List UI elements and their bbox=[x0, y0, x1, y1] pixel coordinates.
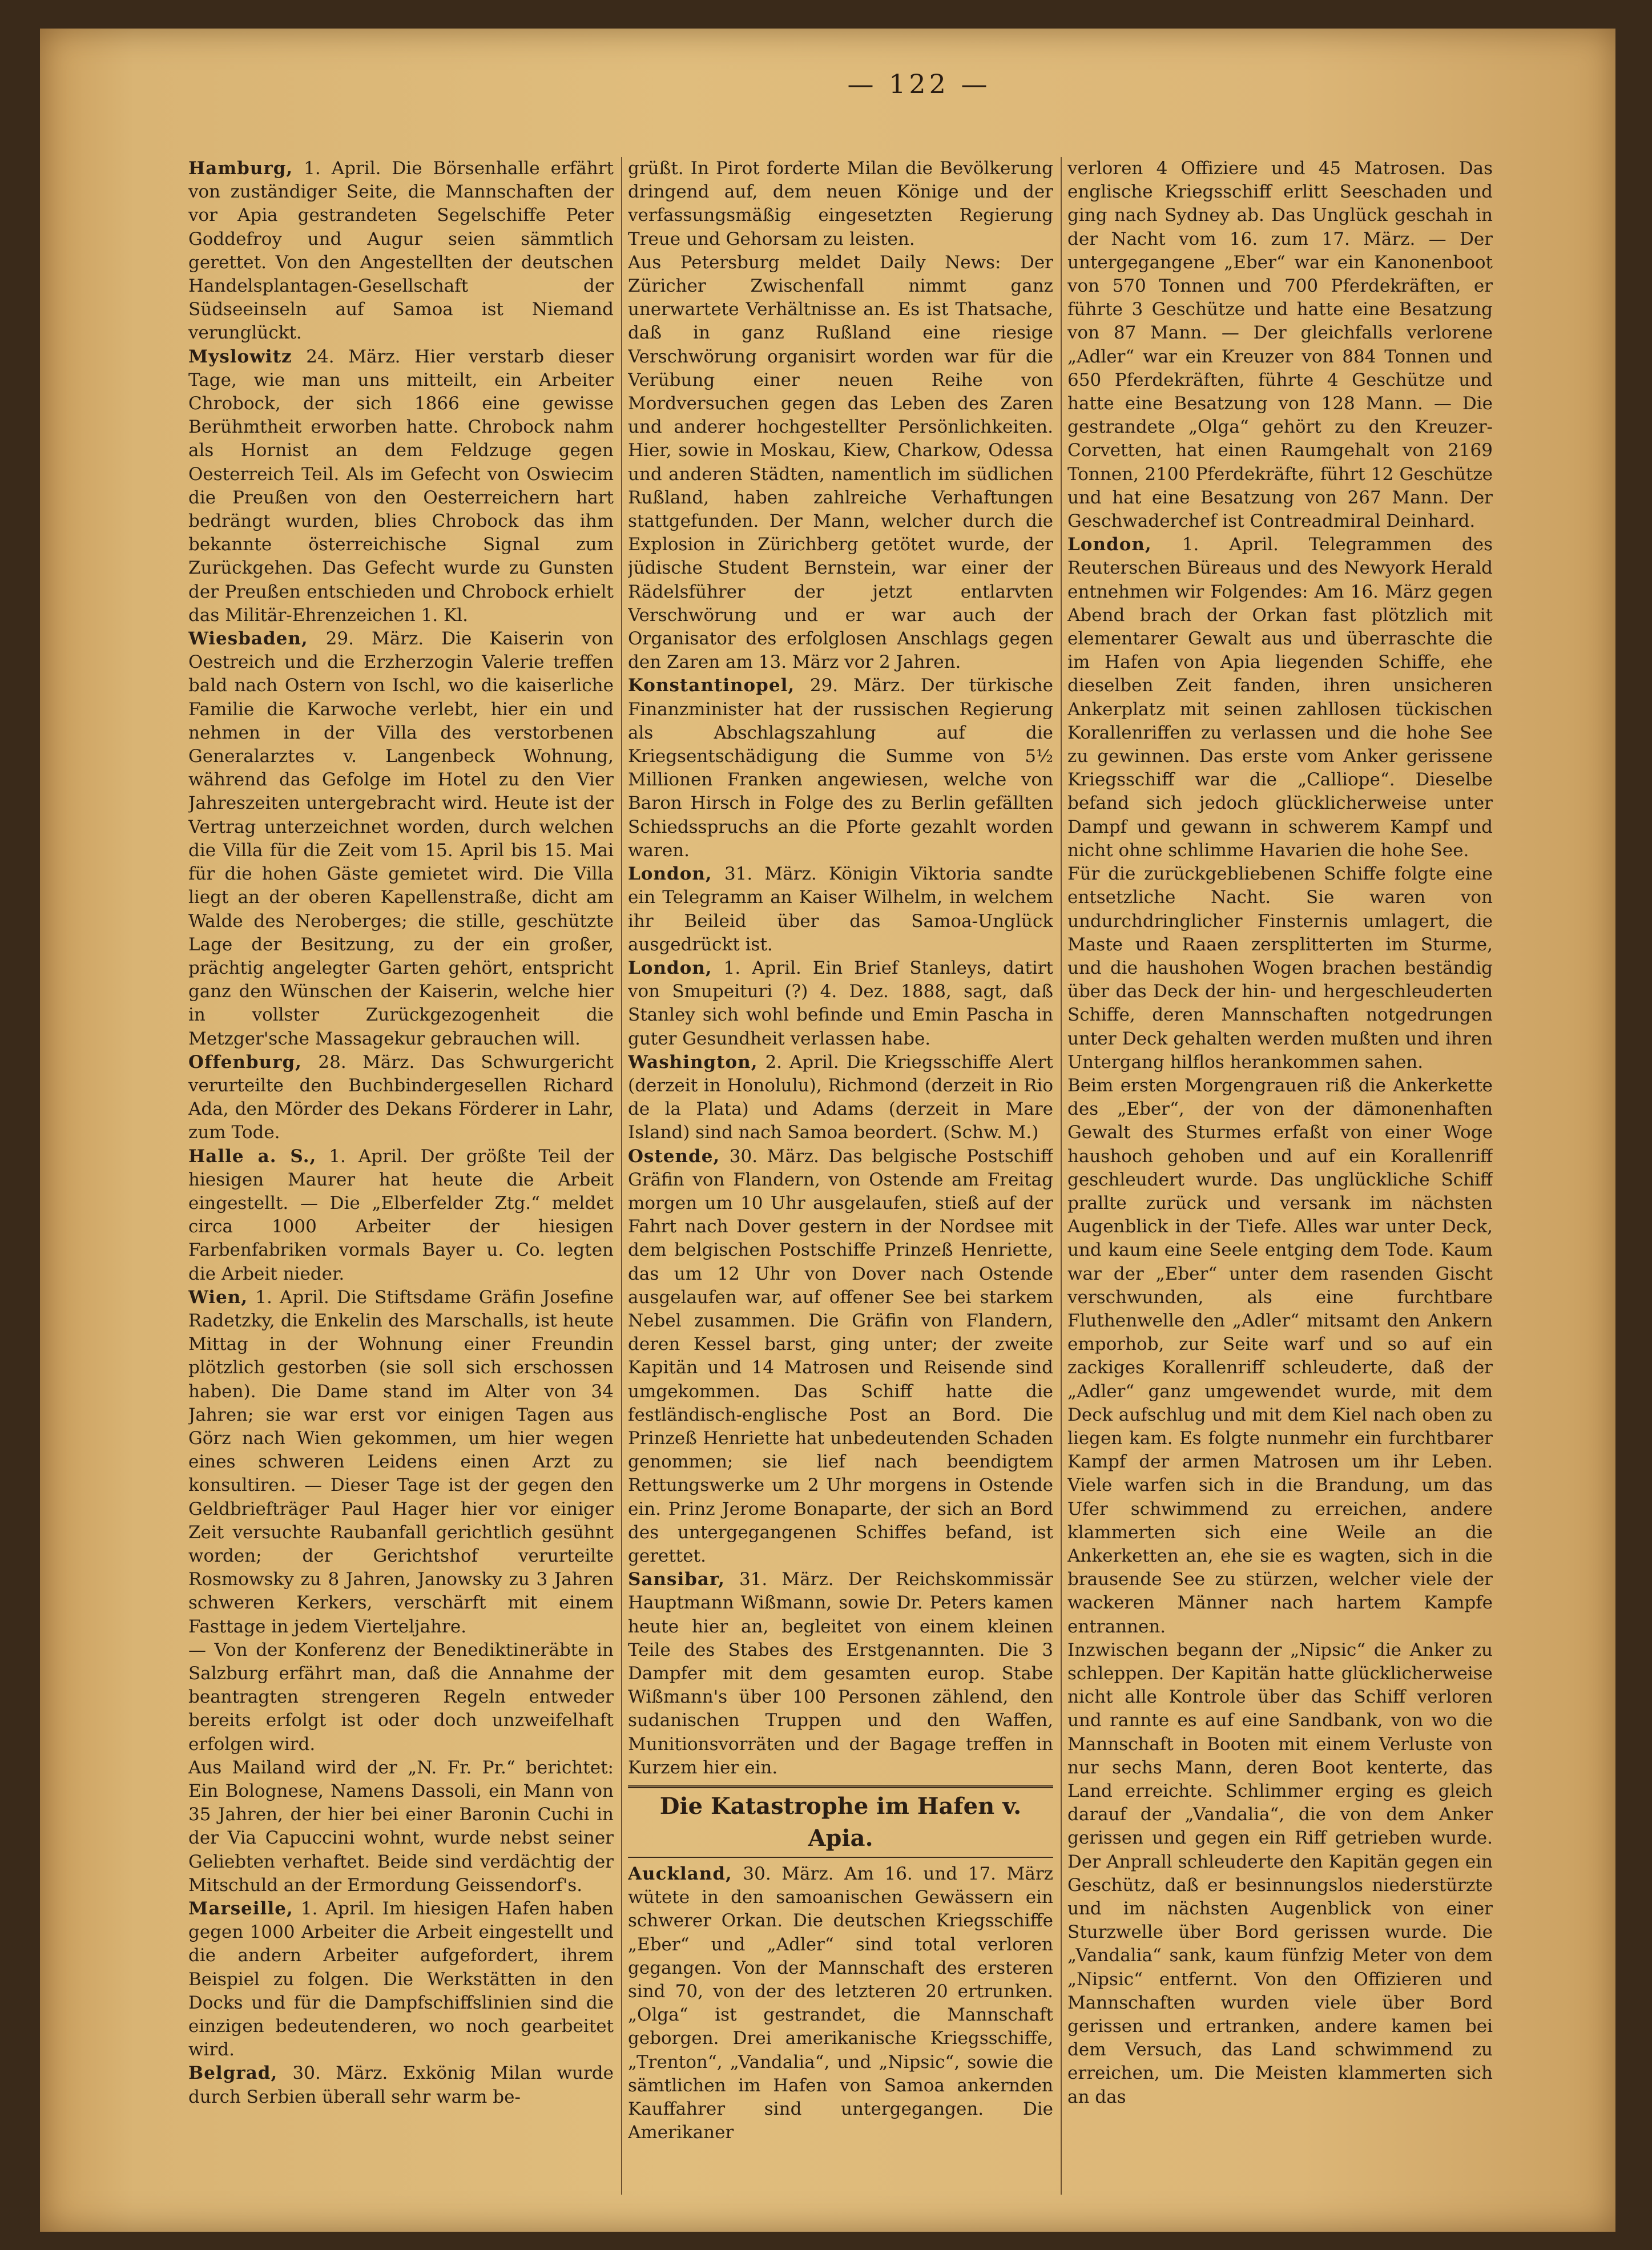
article-text: 30. März. Am 16. und 17. März wütete in den samoanischen Gewässern ein schwerer Orkan. Die deutschen Kriegsschiffe „Eber“ und „Adler“ sind total verloren gegangen. Von der Mannschaft des ersteren sind 70, von der des letzteren 20 ertrunken. „Olga“ ist gestrandet, die Mannschaft geborgen. Drei amerikanische Kriegsschiffe, „Trenton“, „Vandalia“, und „Nipsic“, sowie die sämtlichen im Hafen von Samoa ankernden Kauffahrer sind untergegangen. Die Amerikaner bbox=[628, 1864, 1053, 2143]
article-text: Aus Mailand wird der „N. Fr. Pr.“ berichtet: Ein Bolognese, Namens Dassoli, ein Mann von 35 Jahren, der hier bei einer Baronin Cuchi in der Via Capuccini wohnt, wurde nebst seiner Geliebten verhaftet. Beide sind verdächtig der Mitschuld an der Ermordung Geissendorf's. bbox=[188, 1757, 614, 1896]
article-text: 1. April. Der größte Teil der hiesigen Maurer hat heute die Arbeit eingestellt. — Die „Elberfelder Ztg.“ meldet circa 1000 Arbeiter der hiesigen Farbenfabriken vormals Bayer u. Co. legten die Arbeit nieder. bbox=[188, 1146, 614, 1284]
article-paragraph bbox=[628, 1051, 1053, 1145]
article-text: Beim ersten Morgengrauen riß die Ankerkette des „Eber“, der von der dämonenhaften Gewalt des Sturmes erfaßt von einer Woge haushoch gehoben und auf ein Korallenriff geschleudert wurde. Das unglückliche Schiff prallte zurück und versank im nächsten Augenblick in der Tiefe. Alles war unter Deck, und kaum eine Seele entging dem Tode. Kaum war der „Eber“ unter dem rasenden Gischt verschwunden, als eine furchtbare Fluthenwelle den „Adler“ mitsamt den Ankern emporhob, zur Seite warf und so auf ein zackiges Korallenriff schleuderte, daß der „Adler“ ganz umgewendet wurde, mit dem Deck aufschlug und mit dem Kiel nach oben zu liegen kam. Es folgte nunmehr ein furchtbarer Kampf der armen Matrosen um ihr Leben. Viele warfen sich in die Brandung, um das Ufer schwimmend zu erreichen, andere klammerten sich eine Weile an die Ankerketten an, ehe sie es wagten, sich in die brausende See zu stürzen, welcher viele der wackeren Männer nach hartem Kampfe entrannen. bbox=[1067, 1075, 1493, 1637]
article-text: 1. April. Im hiesigen Hafen haben gegen 1000 Arbeiter die Arbeit eingestellt und die andern Arbeiter aufgefordert, ihrem Beispiel zu folgen. Die Werkstätten in den Docks und für die Dampfschiffslinien sind die einzigen bedeutenderen, wo noch gearbeitet wird. bbox=[188, 1898, 614, 2061]
article-paragraph bbox=[188, 345, 614, 627]
article-paragraph bbox=[628, 251, 1053, 675]
article-text: 30. März. Das belgische Postschiff Gräfin von Flandern, von Ostende am Freitag morgen um 10 Uhr ausgelaufen, stieß auf der Fahrt nach Dover gestern in der Nordsee mit dem belgischen Postschiffe Prinzeß Henriette, das um 12 Uhr von Dover nach Ostende ausgelaufen war, auf offener See bei starkem Nebel zusammen. Die Gräfin von Flandern, deren Kessel barst, ging unter; der zweite Kapitän und 14 Matrosen und Reisende sind umgekommen. Das Schiff hatte die festländisch-englische Post an Bord. Die Prinzeß Henriette hat unbedeutenden Schaden genommen; sie lief nach beendigtem Rettungswerke um 2 Uhr morgens in Ostende ein. Prinz Jerome Bonaparte, der sich an Bord des untergegangenen Schiffes befand, ist gerettet. bbox=[628, 1146, 1053, 1566]
dateline-place: Konstantinopel, bbox=[628, 675, 795, 696]
article-paragraph bbox=[188, 1145, 614, 1286]
article-paragraph bbox=[628, 1568, 1053, 1780]
article-paragraph bbox=[628, 1145, 1053, 1568]
article-text: 29. März. Der türkische Finanzminister hat der russischen Regierung als Abschlagszahlung auf die Kriegsentschädigung die Summe von 5½ Millionen Franken angewiesen, welche von Baron Hirsch in Folge des zu Berlin gefällten Schiedsspruchs an die Pforte gezahlt worden waren. bbox=[628, 675, 1053, 861]
article-paragraph bbox=[188, 2062, 614, 2108]
dateline-place: Wiesbaden, bbox=[188, 628, 308, 650]
article-text: grüßt. In Pirot forderte Milan die Bevölkerung dringend auf, dem neuen Könige und der verfassungsmäßig eingesetzten Regierung Treue und Gehorsam zu leisten. bbox=[628, 158, 1053, 249]
dateline-place: Sansibar, bbox=[628, 1569, 725, 1590]
dateline-place: Belgrad, bbox=[188, 2063, 278, 2084]
newspaper-page bbox=[40, 29, 1615, 2232]
article-text: 2. April. Die Kriegsschiffe Alert (derzeit in Honolulu), Richmond (derzeit in Rio de la Plata) und Adams (derzeit in Mare Island) sind nach Samoa beordert. (Schw. M.) bbox=[628, 1051, 1053, 1143]
article-text: 28. März. Das Schwurgericht verurteilte den Buchbindergesellen Richard Ada, den Mörder des Dekans Förderer in Lahr, zum Tode. bbox=[188, 1051, 614, 1143]
article-paragraph bbox=[188, 627, 614, 1051]
column-2 bbox=[628, 157, 1053, 2195]
article-text: 29. März. Die Kaiserin von Oestreich und die Erzherzogin Valerie treffen bald nach Ostern von Ischl, wo die kaiserliche Familie die Karwoche verlebt, hier ein und nehmen in der Villa des verstorbenen Generalarztes v. Langenbeck Wohnung, während das Gefolge im Hotel zu den Vier Jahreszeiten untergebracht wird. Heute ist der Vertrag unterzeichnet worden, durch welchen die Villa für die Zeit vom 15. April bis 15. Mai für die hohen Gäste gemietet wird. Die Villa liegt an der oberen Kapellenstraße, dicht am Walde des Neroberges; die stille, geschützte Lage der Besitzung, zu der ein großer, prächtig angelegter Garten gehört, entspricht ganz den Wünschen der Kaiserin, welche hier in vollster Zurückgezogenheit die Metzger'sche Massagekur gebrauchen will. bbox=[188, 628, 614, 1049]
article-paragraph bbox=[188, 1756, 614, 1897]
article-paragraph bbox=[1067, 157, 1493, 533]
article-text: 1. April. Ein Brief Stanleys, datirt von Smupeituri (?) 4. Dez. 1888, sagt, daß Stanley sich wohl befinde und Emin Pascha in guter Gesundheit verlassen habe. bbox=[628, 957, 1053, 1049]
dateline-place: Hamburg, bbox=[188, 158, 293, 179]
dateline-place: London, bbox=[628, 864, 712, 885]
page-number: — 122 — bbox=[847, 68, 991, 99]
article-paragraph bbox=[1067, 1639, 1493, 2109]
dateline-place: Halle a. S., bbox=[188, 1146, 317, 1167]
article-paragraph bbox=[1067, 862, 1493, 1074]
article-text: Inzwischen begann der „Nipsic“ die Anker zu schleppen. Der Kapitän hatte glücklicherweise nicht alle Kontrole über das Schiff verloren und rannte es auf eine Sandbank, von wo die Mannschaft in Booten mit einem Verluste von nur sechs Mann, deren Boot kenterte, das Land erreichte. Schlimmer erging es gleich darauf der „Vandalia“, die von dem Anker gerissen und gegen ein Riff getrieben wurde. Der Anprall schleuderte den Kapitän gegen ein Geschütz, daß er besinnungslos niederstürzte und im nächsten Augenblick von einer Sturzwelle über Bord gerissen wurde. Die „Vandalia“ sank, kaum fünfzig Meter von dem „Nipsic“ entfernt. Von den Offizieren und Mannschaften wurden viele über Bord gerissen und ertranken, andere kamen bei dem Versuch, das Land schwimmend zu erreichen, um. Die Meisten klammerten sich an das bbox=[1067, 1639, 1493, 2107]
article-text: 1. April. Die Stiftsdame Gräfin Josefine Radetzky, die Enkelin des Marschalls, ist heute Mittag in der Wohnung einer Freundin plötzlich gestorben (sie soll sich erschossen haben). Die Dame stand im Alter von 34 Jahren; sie war erst vor einigen Tagen aus Görz nach Wien gekommen, um hier wegen eines schweren Leidens einen Arzt zu konsultiren. — Dieser Tage ist der gegen den Geldbriefträger Paul Hager hier vor einiger Zeit versuchte Raubanfall gerichtlich gesühnt worden; der Gerichtshof verurteilte Rosmowsky zu 8 Jahren, Janowsky zu 3 Jahren schweren Kerkers, verschärft mit einem Fasttage in jedem Vierteljahre. bbox=[188, 1287, 614, 1637]
article-text: 1. April. Telegrammen des Reuterschen Büreaus und des Newyork Herald entnehmen wir Folgendes: Am 16. März gegen Abend brach der Orkan fast plötzlich mit elementarer Gewalt aus und überraschte die im Hafen von Apia liegenden Schiffe, ehe dieselben Zeit fanden, ihren unsicheren Ankerplatz mit seinen zahllosen tückischen Korallenriffen zu verlassen und die hohe See zu gewinnen. Das erste vom Anker gerissene Kriegsschiff war die „Calliope“. Dieselbe befand sich jedoch glücklicherweise unter Dampf und gewann in schwerem Kampf und nicht ohne schlimme Havarien die hohe See. bbox=[1067, 534, 1493, 861]
dateline-place: London, bbox=[1067, 534, 1152, 555]
article-text: verloren 4 Offiziere und 45 Matrosen. Das englische Kriegsschiff erlitt Seeschaden und ging nach Sydney ab. Das Unglück geschah in der Nacht vom 16. zum 17. März. — Der untergegangene „Eber“ war ein Kanonenboot von 570 Tonnen und 700 Pferdekräften, er führte 3 Geschütze und hatte eine Besatzung von 87 Mann. — Der gleichfalls verlorene „Adler“ war ein Kreuzer von 884 Tonnen und 650 Pferdekräften, führte 4 Geschütze und hatte eine Besatzung von 128 Mann. — Die gestrandete „Olga“ gehört zu den Kreuzer-Corvetten, hat einen Raumgehalt von 2169 Tonnen, 2100 Pferdekräfte, führt 12 Geschütze und hat eine Besatzung von 267 Mann. Der Geschwaderchef ist Contreadmiral Deinhard. bbox=[1067, 158, 1493, 532]
article-text: 24. März. Hier verstarb dieser Tage, wie man uns mitteilt, ein Arbeiter Chrobock, der sich 1866 eine gewisse Berühmtheit erworben hatte. Chrobock nahm als Hornist an dem Feldzuge gegen Oesterreich Teil. Als im Gefecht von Oswiecim die Preußen von den Oesterreichern hart bedrängt wurden, blies Chrobock das ihm bekannte österreichische Signal zum Zurückgehen. Das Gefecht wurde zu Gunsten der Preußen entschieden und Chrobock erhielt das Militär-Ehrenzeichen 1. Kl. bbox=[188, 346, 614, 626]
dateline-place: Auckland, bbox=[628, 1864, 732, 1885]
dateline-place: Ostende, bbox=[628, 1146, 720, 1167]
article-text: Aus Petersburg meldet Daily News: Der Züricher Zwischenfall nimmt ganz unerwartete Verhältnisse an. Es ist Thatsache, daß in ganz Rußland eine riesige Verschwörung organisirt worden war für die Verübung einer neuen Reihe von Mordversuchen gegen das Leben des Zaren und anderer hochgestellter Persönlichkeiten. Hier, sowie in Moskau, Kiew, Charkow, Odessa und anderen Städten, namentlich im südlichen Rußland, haben zahlreiche Verhaftungen stattgefunden. Der Mann, welcher durch die Explosion in Zürichberg getötet wurde, der jüdische Student Bernstein, war einer der Rädelsführer der jetzt entlarvten Verschwörung und er war auch der Organisator des erfolglosen Anschlags gegen den Zaren am 13. März vor 2 Jahren. bbox=[628, 252, 1053, 673]
section-headline: Die Katastrophe im Hafen v. Apia. bbox=[628, 1785, 1053, 1858]
dateline-place: Myslowitz bbox=[188, 346, 292, 367]
article-paragraph bbox=[628, 862, 1053, 957]
article-paragraph bbox=[1067, 1074, 1493, 1639]
article-paragraph bbox=[628, 957, 1053, 1051]
article-paragraph bbox=[188, 1286, 614, 1639]
column-3 bbox=[1067, 157, 1493, 2195]
article-text: 30. März. Exkönig Milan wurde durch Serbien überall sehr warm be- bbox=[188, 2063, 614, 2107]
article-paragraph bbox=[1067, 533, 1493, 862]
article-paragraph bbox=[188, 1051, 614, 1145]
dateline-place: London, bbox=[628, 957, 712, 978]
article-text: Für die zurückgebliebenen Schiffe folgte eine entsetzliche Nacht. Sie waren von undurchdringlicher Finsternis umlagert, die Maste und Raaen zersplitterten im Sturme, und die haushohen Wogen brachen beständig über das Deck der hin- und hergeschleuderten Schiffe, deren Mannschaften notgedrungen unter Deck gehalten werden mußten und ihren Untergang hilflos herankommen sahen. bbox=[1067, 864, 1493, 1072]
article-text: 31. März. Königin Viktoria sandte ein Telegramm an Kaiser Wilhelm, in welchem ihr Beileid über das Samoa-Unglück ausgedrückt ist. bbox=[628, 864, 1053, 955]
article-text: — Von der Konferenz der Benediktineräbte in Salzburg erfährt man, daß die Annahme der beantragten strengeren Regeln entweder bereits erfolgt ist oder doch unzweifelhaft erfolgen wird. bbox=[188, 1639, 614, 1755]
article-paragraph bbox=[628, 674, 1053, 862]
article-paragraph bbox=[188, 157, 614, 345]
dateline-place: Washington, bbox=[628, 1051, 758, 1072]
article-paragraph bbox=[628, 157, 1053, 251]
dateline-place: Offenburg, bbox=[188, 1051, 302, 1072]
article-text: 31. März. Der Reichskommissär Hauptmann Wißmann, sowie Dr. Peters kamen heute hier an, begleitet von einem kleinen Teile des Stabes des Erstgenannten. Die 3 Dampfer mit dem gesamten europ. Stabe Wißmann's über 100 Personen zählend, den sudanischen Truppen und den Waffen, Munitionsvorräten und der Bagage treffen in Kurzem hier ein. bbox=[628, 1569, 1053, 1778]
article-paragraph bbox=[188, 1897, 614, 2062]
article-paragraph bbox=[188, 1639, 614, 1756]
article-paragraph bbox=[628, 1862, 1053, 2144]
article-text: 1. April. Die Börsenhalle erfährt von zuständiger Seite, die Mannschaften der vor Apia gestrandeten Segelschiffe Peter Goddefroy und Augur seien sämmtlich gerettet. Von den Angestellten der deutschen Handelsplantagen-Gesellschaft der Südseeinseln auf Samoa ist Niemand verunglückt. bbox=[188, 158, 614, 344]
column-rule bbox=[621, 157, 622, 2195]
dateline-place: Wien, bbox=[188, 1287, 248, 1308]
dateline-place: Marseille, bbox=[188, 1898, 293, 1920]
column-1 bbox=[188, 157, 614, 2195]
column-rule bbox=[1061, 157, 1062, 2195]
